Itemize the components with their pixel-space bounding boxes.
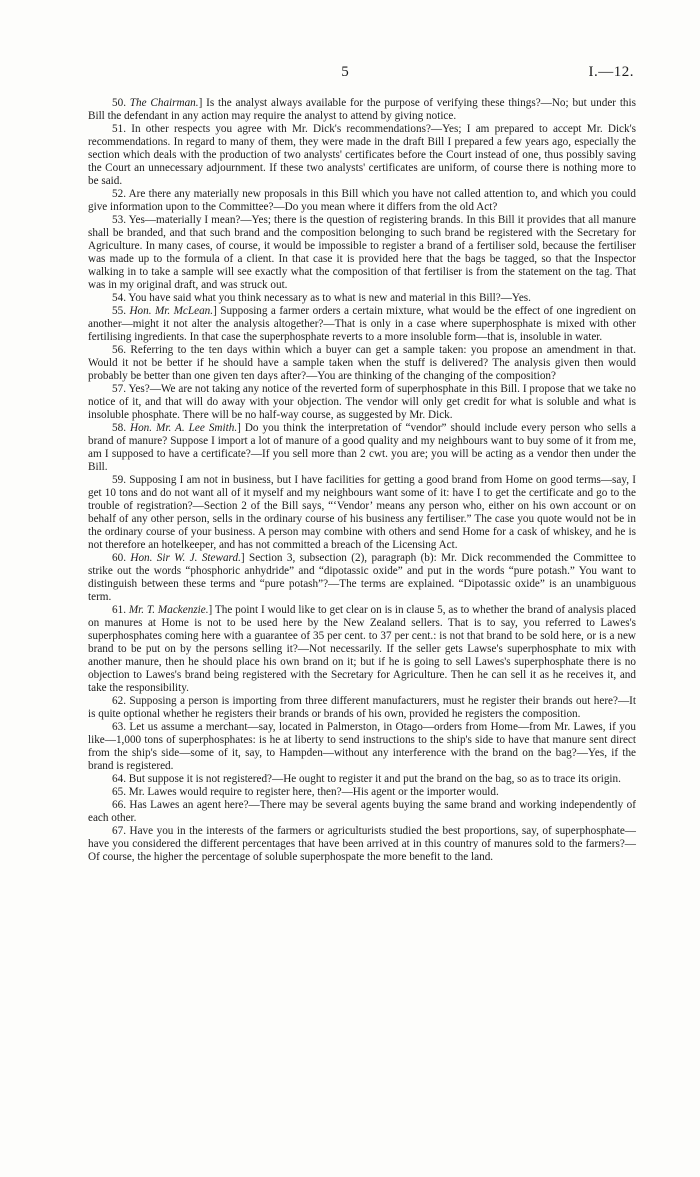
paragraph-67: 67. Have you in the interests of the farmers or agriculturists studied the best proportions, say, of superphosphate—have you considered the different percentages that have been arrived at in this country of manures sold to the farmers?—Of course, the higher the percentage of soluble superphospate the more benefit to the land. [88,825,636,863]
paragraph-63: 63. Let us assume a merchant—say, located in Palmerston, in Otago—orders from Home—from Mr. Lawes, if you like—1,000 tons of superphosphates: is he at liberty to send instructions to the ship's side to have that manure sent direct from the ship's side—some of it, say, to Hampden—without any interference with the brand on the bag?—Yes, if the brand is registered. [88,721,636,772]
paragraph-66: 66. Has Lawes an agent here?—There may be several agents buying the same brand and working independently of each other. [88,799,636,824]
paragraph-57: 57. Yes?—We are not taking any notice of the reverted form of superphosphate in this Bill. I propose that we take no notice of it, and that will do away with your objection. The vendor will only get credit for what is soluble and what is insoluble phosphate. There will be no half-way course, as suggested by Mr. Dick. [88,383,636,421]
document-reference: I.—12. [588,64,634,80]
paragraph-64: 64. But suppose it is not registered?—He ought to register it and put the brand on the bag, so as to trace its origin. [112,773,621,785]
speaker-name: Mr. T. Mackenzie. [128,604,209,616]
paragraph-52: 52. Are there any materially new proposals in this Bill which you have not called attention to, and which you could give information upon to the Committee?—Do you mean where it differs from the old Act? [88,188,636,213]
paragraph-54: 54. You have said what you think necessary as to what is new and material in this Bill?—Yes. [112,292,531,304]
speaker-name: Hon. Mr. McLean. [129,305,214,317]
paragraph-58: 58. Hon. Mr. A. Lee Smith.] Do you think the interpretation of “vendor” should include every person who sells a brand of manure? Suppose I import a lot of manure of a good quality and my neighbours want to buy some of it from me, am I supposed to have a certificate?—If you sell more than 2 cwt. you are; you will be acting as a vendor then under the Bill. [88,422,637,473]
paragraph-53: 53. Yes—materially I mean?—Yes; there is the question of registering brands. In this Bill it provides that all manure shall be branded, and that such brand and the composition belonging to such brand be registered with the Secretary for Agriculture. In many cases, of course, it would be impossible to register a brand of a fertiliser sold, because the fertiliser was made up to the formula of a client. In that case it is provided here that the bags be tagged, so that the Inspector walking in to take a sample will see exactly what the composition of that fertiliser is from the statement on the tag. That was in my original draft, and was struck out. [88,214,636,291]
paragraph-55: 55. Hon. Mr. McLean.] Supposing a farmer orders a certain mixture, what would be the effect of one ingredient on another—might it not alter the analysis altogether?—That is only in a case where superphosphate is mixed with other fertilising ingredients. In that case the superphosphate reverts to a more insoluble form—that is, insoluble in water. [88,305,637,343]
speaker-name: Hon. Mr. A. Lee Smith. [129,422,238,434]
speaker-name: Hon. Sir W. J. Steward. [130,552,241,564]
paragraph-62: 62. Supposing a person is importing from three different manufacturers, must he register their brands out here?—It is quite optional whether he registers their brands or brands of his own, provided he registers the composition. [88,695,636,720]
paragraph-51: 51. In other respects you agree with Mr. Dick's recommendations?—Yes; I am prepared to accept Mr. Dick's recommendations. In regard to many of them, they were made in the draft Bill I prepared a few years ago, especially the section which deals with the production of two analysts' certificates before the Court instead of one, thus possibly saving the Court an unnecessary adjournment. If these two analysts' certificates are uniform, of course there is nothing more to be said. [88,123,636,187]
page-number: 5 [341,64,349,80]
paragraph-59: 59. Supposing I am not in business, but I have facilities for getting a good brand from Home on good terms—say, I get 10 tons and do not want all of it myself and my neighbours want some of it: have I to get the certificate and go to the trouble of registration?—Section 2 of the Bill says, “‘Vendor’ means any person who, either on his own account or on behalf of any other person, sells in the ordinary course of his business any fertiliser.” The case you quote would not be in the ordinary course of your business. A person may combine with others and send Home for a cask of whiskey, and he is not therefore an hotelkeeper, and has not committed a breach of the Licensing Act. [88,474,636,551]
minutes-of-evidence [88,97,636,864]
paragraph-61: 61. Mr. T. Mackenzie.] The point I would like to get clear on is in clause 5, as to whether the brand of analysis placed on manures at Home is not to be used here by the New Zealand sellers. That is to say, you referred to Lawes's superphosphates coming here with a guarantee of 35 per cent. to 37 per cent.: is not that brand to be sold here, or is a new brand to be put on by the persons selling it?—Not necessarily. If the seller gets Lawse's superphosphate to mix with another manure, then he should place his own brand on it; but if he is going to sell Lawes's superphosphate there is no objection to Lawes's brand being registered with the Secretary for Agriculture. Then he can sell it as he receives it, and take the responsibility. [88,604,636,694]
speaker-name: The Chairman. [129,97,199,109]
paragraph-60: 60. Hon. Sir W. J. Steward.] Section 3, subsection (2), paragraph (b): Mr. Dick recommended the Committee to strike out the words “phosphoric anhydride” and “dipotassic oxide” and put in the words “pure potash.” You want to distinguish between these terms and “pure potash”?—The terms are explained. “Dipotassic oxide” is an unambiguous term. [88,552,637,603]
paragraph-50: 50. The Chairman.] Is the analyst always available for the purpose of verifying these things?—No; but under this Bill the defendant in any action may require the analyst to attend by giving notice. [88,97,636,122]
paragraph-56: 56. Referring to the ten days within which a buyer can get a sample taken: you propose an amendment in that. Would it not be better if he should have a sample taken when the stuff is delivered? The analysis given then would probably be better than one given ten days after?—You are thinking of the changing of the composition? [88,344,636,382]
paragraph-65: 65. Mr. Lawes would require to register here, then?—His agent or the importer would. [112,786,499,798]
